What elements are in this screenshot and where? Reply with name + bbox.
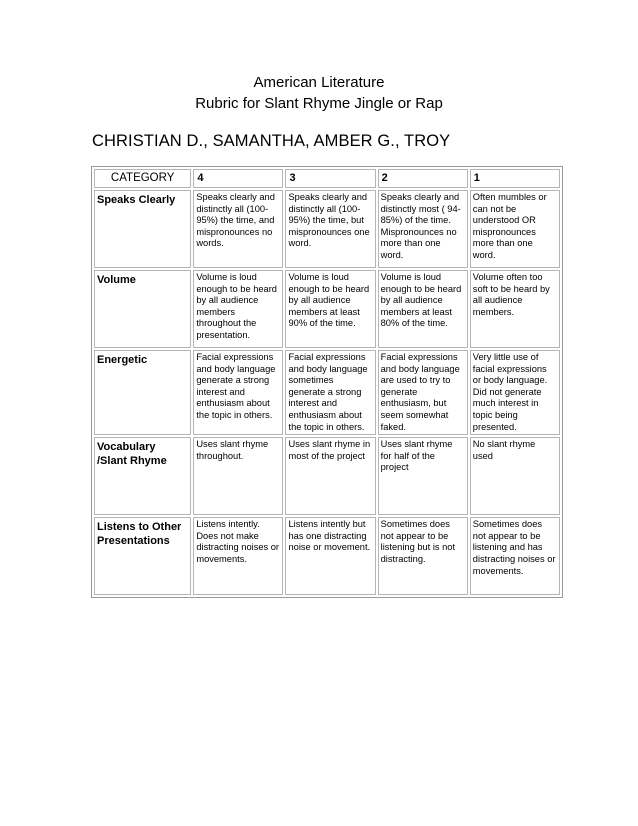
rubric-cell: Volume often too soft to be heard by all audience members.: [470, 270, 560, 348]
criterion-speaks-clearly: Speaks Clearly: [94, 190, 191, 268]
rubric-cell: Uses slant rhyme for half of the project: [378, 437, 468, 515]
table-row: [94, 350, 560, 435]
rubric-cell: Uses slant rhyme throughout.: [193, 437, 283, 515]
rubric-cell: Listens intently. Does not make distracting noises or movements.: [193, 517, 283, 595]
column-header-3: 3: [285, 169, 375, 188]
rubric-cell: Uses slant rhyme in most of the project: [285, 437, 375, 515]
criterion-energetic: Energetic: [94, 350, 191, 435]
rubric-cell: Speaks clearly and distinctly all (100-95%) the time, and mispronounces no words.: [193, 190, 283, 268]
criterion-volume: Volume: [94, 270, 191, 348]
column-header-category: CATEGORY: [94, 169, 191, 188]
document-title: American Literature: [253, 74, 385, 91]
rubric-cell: Speaks clearly and distinctly all (100-95%) the time, but mispronounces one word.: [285, 190, 375, 268]
rubric-cell: Facial expressions and body language are used to try to generate enthusiasm, but seem somewhat faked.: [378, 350, 468, 435]
criterion-listens: Listens to Other Presentations: [94, 517, 191, 595]
rubric-cell: Facial expressions and body language sometimes generate a strong interest and enthusiasm about the topic in others.: [285, 350, 375, 435]
rubric-cell: Speaks clearly and distinctly most ( 94-85%) of the time. Mispronounces no more than one word.: [378, 190, 468, 268]
table-row: [94, 190, 560, 268]
column-header-4: 4: [193, 169, 283, 188]
rubric-cell: Sometimes does not appear to be listening but is not distracting.: [378, 517, 468, 595]
rubric-cell: Volume is loud enough to be heard by all audience members at least 90% of the time.: [285, 270, 375, 348]
rubric-cell: Volume is loud enough to be heard by all audience members at least 80% of the time.: [378, 270, 468, 348]
rubric-cell: Volume is loud enough to be heard by all audience members throughout the presentation.: [193, 270, 283, 348]
rubric-cell: No slant rhyme used: [470, 437, 560, 515]
table-row: [94, 270, 560, 348]
group-names: CHRISTIAN D., SAMANTHA, AMBER G., TROY: [92, 132, 451, 150]
rubric-cell: Sometimes does not appear to be listening and has distracting noises or movements.: [470, 517, 560, 595]
rubric-cell: Facial expressions and body language generate a strong interest and enthusiasm about the topic in others.: [193, 350, 283, 435]
column-header-1: 1: [470, 169, 560, 188]
table-row: [94, 517, 560, 595]
rubric-table: [91, 166, 563, 598]
criterion-vocabulary: Vocabulary /Slant Rhyme: [94, 437, 191, 515]
table-row: [94, 437, 560, 515]
document-subtitle: Rubric for Slant Rhyme Jingle or Rap: [195, 95, 443, 112]
rubric-cell: Listens intently but has one distracting noise or movement.: [285, 517, 375, 595]
rubric-cell: Very little use of facial expressions or body language. Did not generate much interest in topic being presented.: [470, 350, 560, 435]
header-row: [94, 169, 560, 188]
column-header-2: 2: [378, 169, 468, 188]
rubric-cell: Often mumbles or can not be understood OR mispronounces more than one word.: [470, 190, 560, 268]
